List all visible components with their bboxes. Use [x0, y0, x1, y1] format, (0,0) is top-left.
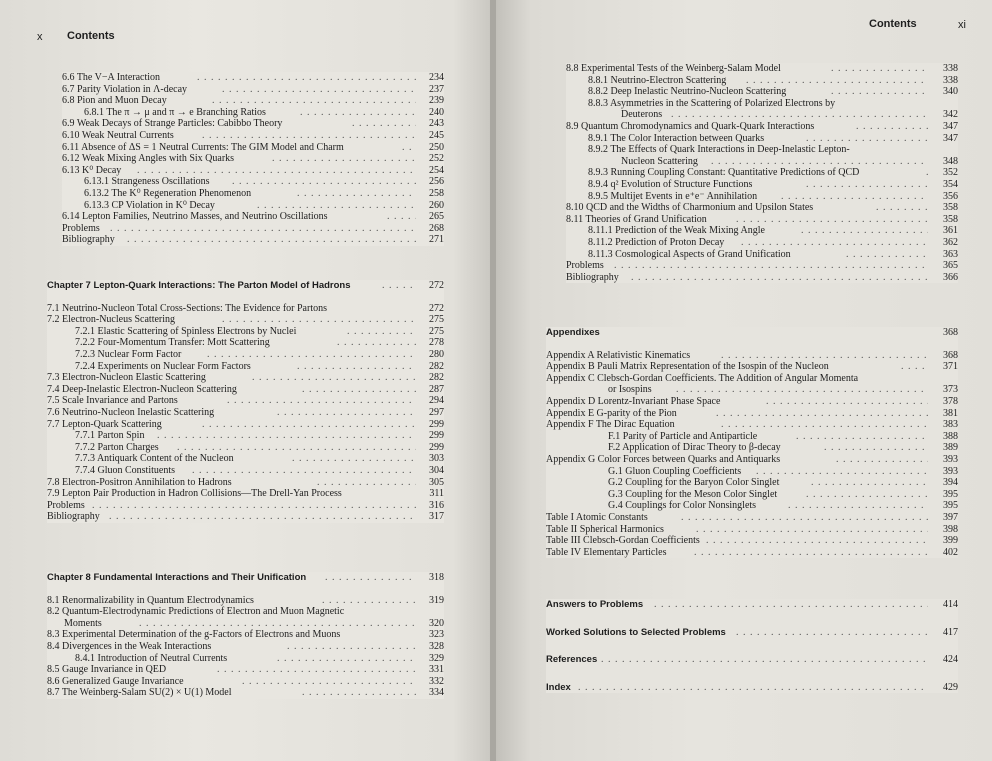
toc-entry: . . . 7.7.3 Antiquark Content of the Nucleon 303: [47, 453, 444, 465]
toc-entry: 8.3 Experimental Determination of the g-Factors of Electrons and Muons 323: [47, 629, 444, 641]
toc-entry: . . . G.3 Coupling for the Meson Color Singlet 395: [546, 489, 958, 501]
toc-entry: . . . Table III Clebsch-Gordan Coefficients 399: [546, 535, 958, 547]
toc-entry: . . . 7.3 Electron-Nucleon Elastic Scattering 282: [47, 372, 444, 384]
toc-entry: . . . 8.11 Theories of Grand Unification 358: [566, 214, 958, 226]
toc-entry: . . . 6.12 Weak Mixing Angles with Six Quarks 252: [62, 153, 444, 165]
toc-entry: . . . 7.2.4 Experiments on Nuclear Form Factors 282: [47, 361, 444, 373]
toc-entry: . . . 6.13.2 The K⁰ Regeneration Phenomenon 258: [62, 188, 444, 200]
toc-entry: . . . 7.5 Scale Invariance and Partons 294: [47, 395, 444, 407]
toc-entry: 8.9.2 The Effects of Quark Interactions in Deep-Inelastic Lepton-: [588, 144, 850, 156]
toc-entry: . . . Bibliography 271: [62, 234, 444, 246]
chapter-heading: . . . Chapter 8 Fundamental Interactions and Their Unification 318: [47, 572, 444, 584]
toc-entry: 7.9 Lepton Pair Production in Hadron Collisions—The Drell-Yan Process 311: [47, 488, 444, 500]
toc-entry: . . . 8.8.1 Neutrino-Electron Scattering 338: [566, 75, 958, 87]
toc-entry: . . . 6.10 Weak Neutral Currents 245: [62, 130, 444, 142]
toc-entry: . . . 8.9.4 q² Evolution of Structure Functions 354: [566, 179, 958, 191]
toc-block-backmatter: [546, 599, 958, 693]
toc-entry: 7.1 Neutrino-Nucleon Total Cross-Sections: The Evidence for Partons 272: [47, 302, 444, 314]
toc-entry: Appendix C Clebsch-Gordan Coefficients. The Addition of Angular Momenta: [546, 372, 859, 384]
toc-entry: . . . 8.4.1 Introduction of Neutral Currents 329: [47, 653, 444, 665]
toc-entry: . . . 8.9 Quantum Chromodynamics and Quark-Quark Interactions 347: [566, 121, 958, 133]
toc-entry: . . . 7.7.1 Parton Spin 299: [47, 430, 444, 442]
toc-entry: . . . G.2 Coupling for the Baryon Color Singlet 394: [546, 477, 958, 489]
toc-entry: . . . 8.4 Divergences in the Weak Interactions 328: [47, 641, 444, 653]
toc-block-chapter7: [47, 280, 444, 523]
toc-entry: . . . Appendix B Pauli Matrix Representation of the Isospin of the Nucleon 371: [546, 361, 958, 373]
toc-block-appendixes: [546, 327, 958, 558]
toc-entry: . . . 6.6 The V−A Interaction 234: [62, 72, 444, 84]
toc-entry: . . . 7.4 Deep-Inelastic Electron-Nucleon Scattering 287: [47, 384, 444, 396]
toc-entry: . . . 7.7.4 Gluon Constituents 304: [47, 465, 444, 477]
right-page: [496, 0, 992, 761]
toc-entry: . . . Table II Spherical Harmonics 398: [546, 524, 958, 536]
toc-entry: . . . 7.2.2 Four-Momentum Transfer: Mott Scattering 278: [47, 337, 444, 349]
toc-entry: . . . 7.7.2 Parton Charges 299: [47, 442, 444, 454]
toc-entry: . . . Bibliography 366: [566, 272, 958, 284]
toc-entry: . . . 8.11.1 Prediction of the Weak Mixing Angle 361: [566, 225, 958, 237]
section-heading: . . . References 424: [546, 654, 958, 666]
toc-entry: . . . 8.9.3 Running Coupling Constant: Quantitative Predictions of QCD 352: [566, 167, 958, 179]
toc-entry: . . . Problems 365: [566, 260, 958, 272]
toc-entry: . . . 6.11 Absence of ΔS = 1 Neutral Currents: The GIM Model and Charm 250: [62, 142, 444, 154]
toc-entry: . . . 6.13 K⁰ Decay 254: [62, 165, 444, 177]
toc-entry: . . . Bibliography 317: [47, 511, 444, 523]
toc-entry: . . . 7.2 Electron-Nucleus Scattering 275: [47, 314, 444, 326]
toc-entry: . . . Appendix G Color Forces between Quarks and Antiquarks 393: [546, 454, 958, 466]
toc-entry: . . . 8.8.2 Deep Inelastic Neutrino-Nucleon Scattering 340: [566, 86, 958, 98]
chapter-heading: . . . Chapter 7 Lepton-Quark Interactions: The Parton Model of Hadrons 272: [47, 280, 444, 292]
toc-entry: . . . Appendix D Lorentz-Invariant Phase Space 378: [546, 396, 958, 408]
toc-entry: . . . Table IV Elementary Particles 402: [546, 547, 958, 559]
toc-entry: . . . 8.8 Experimental Tests of the Weinberg-Salam Model 338: [566, 63, 958, 75]
toc-entry: . . . Table I Atomic Constants 397: [546, 512, 958, 524]
toc-entry: . . . 6.14 Lepton Families, Neutrino Masses, and Neutrino Oscillations 265: [62, 211, 444, 223]
toc-entry: . . . 8.11.3 Cosmological Aspects of Grand Unification 363: [566, 249, 958, 261]
right-running-header: Contents: [869, 18, 917, 30]
right-page-number: xi: [958, 19, 966, 31]
toc-entry: . . . 7.8 Electron-Positron Annihilation to Hadrons 305: [47, 477, 444, 489]
toc-entry: . . . 6.8 Pion and Muon Decay 239: [62, 95, 444, 107]
left-running-header: Contents: [67, 30, 115, 42]
toc-block-chapter8: [47, 572, 444, 699]
toc-block-chapter6: [62, 72, 444, 246]
toc-entry: . . . 7.2.1 Elastic Scattering of Spinless Electrons by Nuclei 275: [47, 326, 444, 338]
toc-entry: 8.8.3 Asymmetries in the Scattering of Polarized Electrons by: [588, 97, 836, 109]
left-page: [0, 0, 492, 761]
section-heading: . . . Index 429: [546, 682, 958, 694]
toc-entry: . . . G.1 Gluon Coupling Coefficients 393: [546, 466, 958, 478]
toc-entry: . . . F.1 Parity of Particle and Antiparticle 388: [546, 431, 958, 443]
toc-entry: . . . 8.6 Generalized Gauge Invariance 332: [47, 676, 444, 688]
toc-entry: . . . Problems 316: [47, 500, 444, 512]
toc-entry: . . . 8.1 Renormalizability in Quantum Electrodynamics 319: [47, 595, 444, 607]
toc-entry: . . . 8.10 QCD and the Widths of Charmonium and Upsilon States 358: [566, 202, 958, 214]
toc-entry: . . . Problems 268: [62, 223, 444, 235]
toc-entry: . . . 6.13.1 Strangeness Oscillations 256: [62, 176, 444, 188]
toc-entry: . . . 7.7 Lepton-Quark Scattering 299: [47, 419, 444, 431]
section-heading: Appendixes 368: [546, 327, 958, 338]
toc-entry: . . . F.2 Application of Dirac Theory to β-decay 389: [546, 442, 958, 454]
toc-entry: . . . Nucleon Scattering 348: [566, 156, 958, 168]
toc-entry: . . . 8.11.2 Prediction of Proton Decay 362: [566, 237, 958, 249]
toc-block-chapter8-cont: [566, 63, 958, 283]
toc-entry: . . . or Isospins 373: [546, 384, 958, 396]
toc-entry: . . . Moments 320: [47, 618, 444, 630]
toc-entry: . . . Appendix E G-parity of the Pion 381: [546, 408, 958, 420]
toc-entry: . . . 7.6 Neutrino-Nucleon Inelastic Scattering 297: [47, 407, 444, 419]
toc-entry: . . . 6.13.3 CP Violation in K⁰ Decay 260: [62, 200, 444, 212]
toc-entry: . . . 7.2.3 Nuclear Form Factor 280: [47, 349, 444, 361]
toc-entry: . . . Deuterons 342: [566, 109, 958, 121]
toc-entry: . . . 6.8.1 The π → μ and π → e Branching Ratios 240: [62, 107, 444, 119]
toc-entry: . . . Appendix F The Dirac Equation 383: [546, 419, 958, 431]
section-heading: . . . Worked Solutions to Selected Problems 417: [546, 627, 958, 639]
toc-entry: . . . 8.9.1 The Color Interaction between Quarks 347: [566, 133, 958, 145]
toc-entry: . . . Appendix A Relativistic Kinematics 368: [546, 350, 958, 362]
toc-entry: . . . G.4 Couplings for Color Nonsinglets 395: [546, 500, 958, 512]
toc-entry: 8.2 Quantum-Electrodynamic Predictions of Electron and Muon Magnetic: [47, 606, 345, 618]
toc-entry: . . . 6.9 Weak Decays of Strange Particles: Cabibbo Theory 243: [62, 118, 444, 130]
toc-entry: . . . 8.5 Gauge Invariance in QED 331: [47, 664, 444, 676]
toc-entry: . . . 6.7 Parity Violation in Λ-decay 237: [62, 84, 444, 96]
left-page-number: x: [37, 31, 43, 43]
toc-entry: . . . 8.7 The Weinberg-Salam SU(2) × U(1) Model 334: [47, 687, 444, 699]
section-heading: . . . Answers to Problems 414: [546, 599, 958, 611]
toc-entry: . . . 8.9.5 Multijet Events in e⁺e⁻ Annihilation 356: [566, 191, 958, 203]
